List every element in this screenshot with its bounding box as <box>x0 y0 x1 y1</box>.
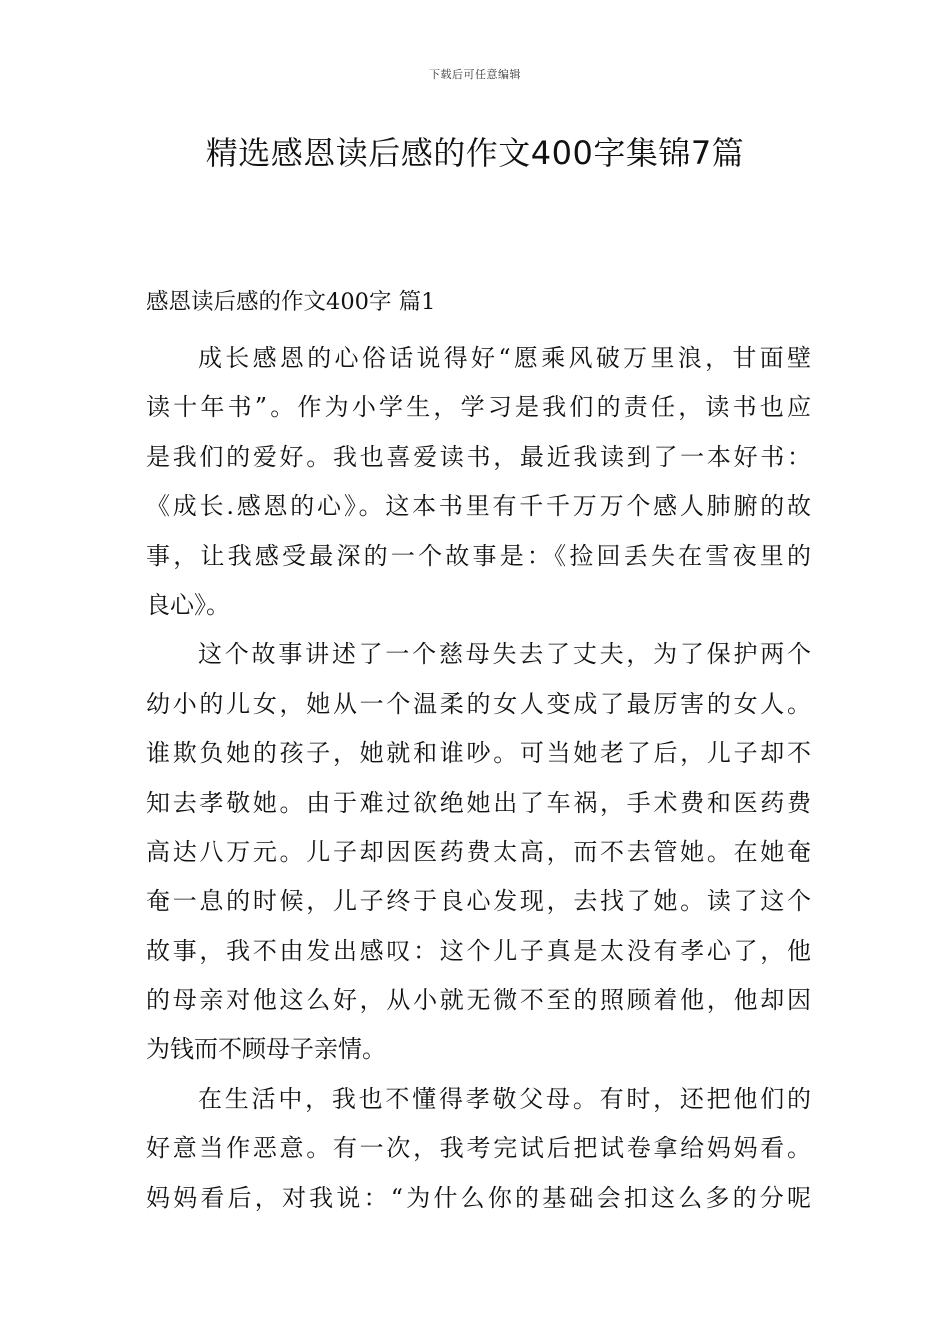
paragraph-2 <box>146 630 811 1075</box>
text-line: 这个故事讲述了一个慈母失去了丈夫，为了保护两个 <box>198 640 811 669</box>
text-line: 高达八万元。儿子却因医药费太高，而不去管她。在她奄 <box>146 837 811 866</box>
text-line: 读十年书”。作为小学生，学习是我们的责任，读书也应 <box>146 393 811 422</box>
document-title: 精选感恩读后感的作文400字集锦7篇 <box>205 134 745 172</box>
text-line: 成长感恩的心俗话说得好“愿乘风破万里浪，甘面壁 <box>198 344 811 372</box>
text-line: 故事，我不由发出感叹：这个儿子真是太没有孝心了，他 <box>146 936 811 965</box>
text-line: 事，让我感受最深的一个故事是：《捡回丢失在雪夜里的 <box>146 541 811 570</box>
paragraph-3 <box>146 1075 811 1223</box>
text-line: 《成长.感恩的心》。这本书里有千千万万个感人肺腑的故 <box>146 492 811 521</box>
text-line: 良心》。 <box>146 590 230 619</box>
section-heading: 感恩读后感的作文400字 篇1 <box>146 289 436 315</box>
text-line: 是我们的爱好。我也喜爱读书，最近我读到了一本好书： <box>146 442 811 471</box>
document-body <box>146 282 811 1223</box>
text-line: 的母亲对他这么好，从小就无微不至的照顾着他，他却因 <box>146 986 811 1015</box>
header-note: 下载后可任意编辑 <box>429 68 521 81</box>
text-line: 好意当作恶意。有一次，我考完试后把试卷拿给妈妈看。 <box>146 1134 811 1163</box>
text-line: 幼小的儿女，她从一个温柔的女人变成了最厉害的女人。 <box>146 689 811 718</box>
text-line: 知去孝敬她。由于难过欲绝她出了车祸，手术费和医药费 <box>146 788 811 817</box>
text-line: 为钱而不顾母子亲情。 <box>146 1035 386 1064</box>
text-line: 谁欺负她的孩子，她就和谁吵。可当她老了后，儿子却不 <box>146 739 811 768</box>
text-line: 奄一息的时候，儿子终于良心发现，去找了她。读了这个 <box>146 887 811 916</box>
paragraph-1 <box>146 334 811 630</box>
text-line: 在生活中，我也不懂得孝敬父母。有时，还把他们的 <box>198 1084 811 1113</box>
text-line: 妈妈看后，对我说：“为什么你的基础会扣这么多的分呢 <box>146 1183 811 1212</box>
